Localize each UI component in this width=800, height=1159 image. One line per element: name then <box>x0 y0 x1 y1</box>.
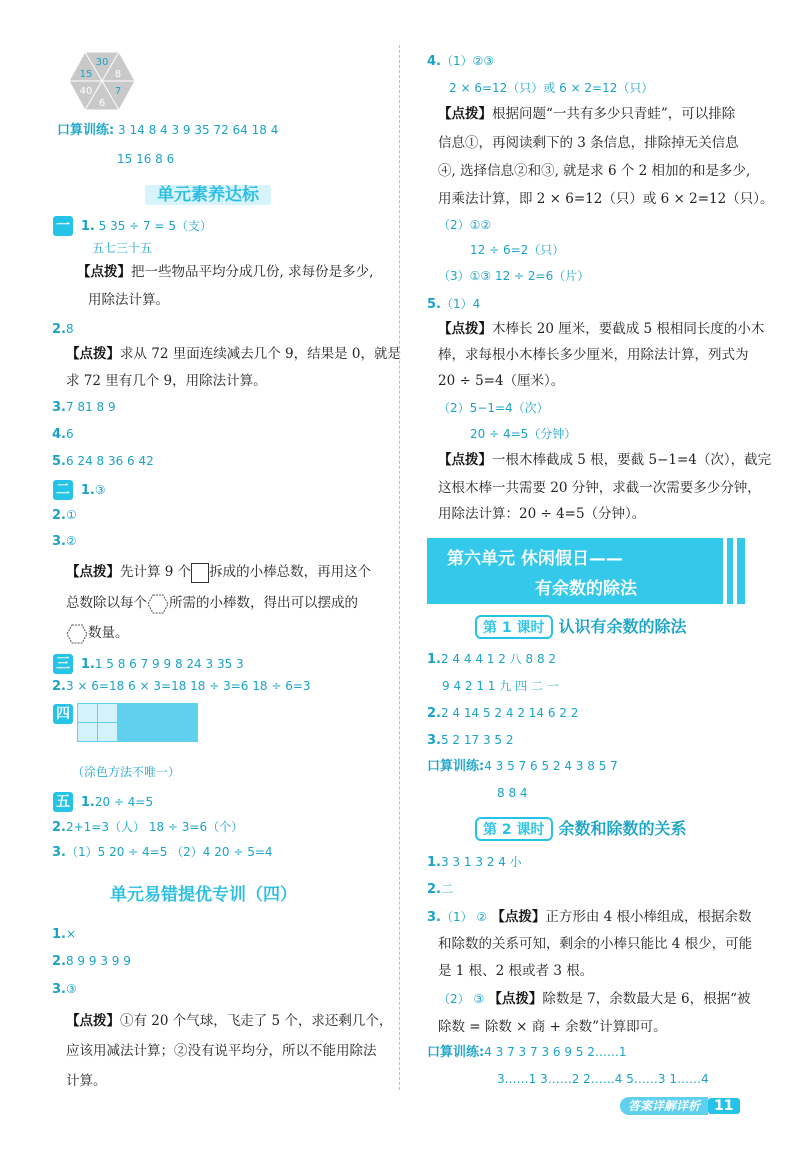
grid-cell <box>178 704 198 723</box>
r-q4-2: （2）①② <box>438 218 492 232</box>
l1-q3 <box>427 731 514 750</box>
lesson-title: 余数和除数的关系 <box>558 819 687 838</box>
hex-label: 8 <box>114 69 122 80</box>
s2-q2 <box>52 952 131 971</box>
grid-cell <box>118 723 138 742</box>
part-tag: 五 <box>53 792 73 812</box>
oral-label: 口算训练: <box>427 1045 485 1060</box>
s1-q1-ans2: 五七三十五 <box>92 241 153 255</box>
l1-oral-line2: 8 8 4 <box>497 786 528 800</box>
unit-subtitle: 有余数的除法 <box>535 579 637 599</box>
footer-label: 答案详解详析 <box>620 1097 708 1115</box>
answer: 20 ÷ 4=5 <box>94 795 154 809</box>
page-footer <box>620 1095 740 1114</box>
tip-label: 【点拨】 <box>488 991 543 1007</box>
part-tag: 一 <box>53 216 73 236</box>
lesson1-heading <box>475 614 687 639</box>
page-number: 11 <box>708 1098 739 1114</box>
answer: 2+1=3（人） 18 ÷ 3=6（个） <box>65 820 244 834</box>
oral-values-line2: 15 16 8 6 <box>117 152 175 166</box>
answer: 6 24 8 36 6 42 <box>65 454 154 468</box>
answer: 3 3 1 3 2 4 小 <box>440 855 522 869</box>
lesson-badge: 第 2 课时 <box>475 817 553 841</box>
q-number: 2. <box>52 679 66 694</box>
oral-training-line1 <box>57 121 278 140</box>
t5-q1 <box>53 792 153 812</box>
l1-q2 <box>427 704 578 723</box>
lesson-badge: 第 1 课时 <box>475 615 553 639</box>
tip-text: ①有 20 个气球，飞走了 5 个，求还剩几个， <box>120 1013 393 1029</box>
oral-values: 4 3 7 3 7 3 6 9 5 2……1 <box>484 1045 627 1059</box>
l2-q3 <box>427 906 752 928</box>
hex-label: 15 <box>79 69 93 80</box>
square-icon <box>191 563 209 583</box>
answer: 8 9 9 3 9 9 <box>65 954 131 968</box>
t2-q2 <box>52 506 77 525</box>
t4-tag-wrap <box>53 704 77 724</box>
grid-cell <box>158 723 178 742</box>
q-number: 3. <box>427 733 441 748</box>
q-number: 2. <box>52 820 66 835</box>
q-number: 2. <box>52 322 66 337</box>
oral-values: 3 14 8 4 3 9 35 72 64 18 4 <box>118 123 279 137</box>
s2-tip-c: 计算。 <box>66 1073 107 1089</box>
tip-label: 【点拨】 <box>66 346 120 362</box>
tip-text: 先计算 9 个 <box>120 564 192 580</box>
hex-label: 40 <box>79 86 93 97</box>
grid-cell <box>78 704 98 723</box>
answer: 5 2 17 3 5 2 <box>440 733 514 747</box>
r-q5-tip2-b: 这根木棒一共需要 20 分钟，求截一次需要多少分钟， <box>438 480 761 496</box>
l1-oral <box>427 757 618 776</box>
r-q5-tip2-c: 用除法计算：20 ÷ 4=5（分钟）。 <box>438 506 646 522</box>
tip-text: 总数除以每个 <box>66 595 147 611</box>
answer: ② <box>65 534 77 548</box>
q-number: 1. <box>80 219 95 234</box>
r-q5 <box>427 295 480 314</box>
q-number: 2. <box>427 882 441 897</box>
q-number: 4. <box>52 427 66 442</box>
unit-banner <box>427 538 745 604</box>
grid-cell <box>138 704 158 723</box>
s1-q3 <box>52 398 116 417</box>
l2-q3-2 <box>438 988 751 1010</box>
r-q4-tip-d: 用乘法计算，即 2 × 6=12（只）或 6 × 2=12（只）。 <box>438 191 774 207</box>
answer: 8 <box>65 322 74 336</box>
t2-q3 <box>52 532 77 551</box>
q-number: 1. <box>427 652 441 667</box>
answer: ③ <box>94 483 106 497</box>
r-q4-2b: 12 ÷ 6=2（只） <box>470 243 565 257</box>
l2-q2 <box>427 880 453 899</box>
part-tag: 二 <box>53 480 73 500</box>
grid-cell <box>158 704 178 723</box>
r-q5-tip-b: 棒，求每根小木棒长多少厘米，用除法计算，列式为 <box>438 347 749 363</box>
r-q4-tip <box>438 103 735 125</box>
grid-cell <box>78 723 98 742</box>
s2-tip-b: 应该用减法计算；②没有说平均分，所以不能用除法 <box>66 1043 377 1059</box>
s2-q1 <box>52 925 76 944</box>
tip-label: 【点拨】 <box>438 452 492 468</box>
grid-cell <box>98 723 118 742</box>
s1-q1-tip <box>77 261 373 283</box>
answer: （1） ② <box>440 910 488 924</box>
q-number: 3. <box>52 845 66 860</box>
s1-q2-tip-b: 求 72 里有几个 9，用除法计算。 <box>66 373 267 389</box>
s2-q3 <box>52 980 77 999</box>
answer: （2） ③ <box>438 992 485 1006</box>
section-title-error-training: 单元易错提优专训（四） <box>110 885 297 905</box>
answer: 6 <box>65 427 74 441</box>
hexagon-figure <box>68 50 136 112</box>
tip-text: 根据问题“一共有多少只青蛙”，可以排除 <box>492 106 736 122</box>
answer: 3 × 6=18 6 × 3=18 18 ÷ 3=6 18 ÷ 6=3 <box>65 679 311 693</box>
s1-q1-tip-b: 用除法计算。 <box>88 292 169 308</box>
r-q4-ans2: 2 × 6=12（只）或 6 × 2=12（只） <box>449 81 654 95</box>
q-number: 3. <box>427 910 441 925</box>
answer: （1）5 20 ÷ 4=5 （2）4 20 ÷ 5=4 <box>65 845 273 859</box>
s1-q4 <box>52 425 74 444</box>
r-q4-tip-c: ④, 选择信息②和③, 就是求 6 个 2 相加的和是多少, <box>438 163 751 179</box>
l2-q3-tip-c: 是 1 根、2 根或者 3 根。 <box>438 963 594 979</box>
q-number: 3. <box>52 982 66 997</box>
l2-q1 <box>427 853 522 872</box>
oral-values: 4 3 5 7 6 5 2 4 3 8 5 7 <box>484 759 618 773</box>
answer: × <box>65 927 77 941</box>
tip-text: 除数是 7，余数最大是 6，根据“被 <box>542 991 751 1007</box>
q-number: 1. <box>427 855 441 870</box>
hex-label: 7 <box>114 86 122 97</box>
part-tag: 四 <box>53 704 73 724</box>
t3-q2 <box>52 677 311 696</box>
t2-tip <box>66 561 371 583</box>
r-q5-2b: 20 ÷ 4=5（分钟） <box>470 427 577 441</box>
s1-q5 <box>52 452 154 471</box>
tip-label: 【点拨】 <box>438 321 492 337</box>
tip-label: 【点拨】 <box>491 909 546 925</box>
lesson2-heading <box>475 816 687 841</box>
l2-oral-line2: 3……1 3……2 2……4 5……3 1……4 <box>497 1072 709 1086</box>
hex-label: 30 <box>95 57 109 68</box>
q-number: 1. <box>52 927 66 942</box>
r-q5-tip <box>438 318 764 340</box>
lesson-title: 认识有余数的除法 <box>558 617 687 636</box>
t2-tip-c <box>66 622 129 644</box>
hexagon-icon <box>66 624 88 644</box>
t3-q1 <box>53 654 244 674</box>
section-title-text: 单元素养达标 <box>145 185 271 205</box>
l1-q1-ans2: 9 4 2 1 1 九 四 二 一 <box>442 679 559 693</box>
r-q5-tip-c: 20 ÷ 5=4（厘米）。 <box>438 373 565 389</box>
t5-q3 <box>52 843 273 862</box>
answer: ① <box>65 508 77 522</box>
section-title-unit-quality <box>145 180 271 205</box>
q-number: 5. <box>52 454 66 469</box>
answer: 1 5 8 6 7 9 9 8 24 3 35 3 <box>94 657 244 671</box>
q-number: 1. <box>80 483 95 498</box>
q-number: 2. <box>52 954 66 969</box>
tip-text: 求从 72 里面连续减去几个 9，结果是 0，就是 <box>120 346 402 362</box>
answer: 5 35 ÷ 7 = 5（支） <box>98 219 212 233</box>
s1-q2 <box>52 320 74 339</box>
answer: 2 4 14 5 2 4 2 14 6 2 2 <box>440 706 579 720</box>
q-number: 1. <box>80 795 95 810</box>
q-number: 2. <box>52 508 66 523</box>
hex-label: 6 <box>98 98 106 109</box>
tip-label: 【点拨】 <box>66 564 120 580</box>
tip-text: 一根木棒截成 5 根，要截 5−1=4（次），截完 <box>492 452 772 468</box>
hexagon-icon <box>147 594 169 614</box>
tip-label: 【点拨】 <box>438 106 492 122</box>
oral-label: 口算训练: <box>57 123 115 138</box>
answer: （1）4 <box>440 297 481 311</box>
answer: （1）②③ <box>440 54 495 68</box>
tip-text: 所需的小棒数，得出可以摆成的 <box>169 595 358 611</box>
l1-q1 <box>427 650 556 669</box>
part-tag: 三 <box>53 654 73 674</box>
tip-text: 把一些物品平均分成几份, 求每份是多少, <box>131 264 374 280</box>
unit-title: 第六单元 休闲假日—— <box>447 549 623 569</box>
l2-q3-tip-b: 和除数的关系可知，剩余的小棒只能比 4 根少，可能 <box>438 936 753 952</box>
tip-text: 正方形由 4 根小棒组成，根据余数 <box>545 909 752 925</box>
q-number: 1. <box>80 657 95 672</box>
r-q5-tip2 <box>438 449 771 471</box>
q-number: 2. <box>427 706 441 721</box>
q-number: 3. <box>52 400 66 415</box>
answer: ③ <box>65 982 77 996</box>
s1-q1 <box>53 216 212 236</box>
r-q4-tip-b: 信息①，再阅读剩下的 3 条信息，排除掉无关信息 <box>438 135 739 151</box>
r-q4 <box>427 52 494 71</box>
answer: 7 81 8 9 <box>65 400 116 414</box>
t2-tip-b <box>66 592 358 614</box>
answer: 2 4 4 4 1 2 八 8 8 2 <box>440 652 557 666</box>
grid-cell <box>118 704 138 723</box>
oral-label: 口算训练: <box>427 759 485 774</box>
l2-q3-tip2-b: 除数 = 除数 × 商 + 余数”计算即可。 <box>438 1019 667 1035</box>
grid-cell <box>98 704 118 723</box>
l2-oral <box>427 1043 627 1062</box>
tip-text: 拆成的小棒总数，再用这个 <box>209 564 372 580</box>
coloring-grid <box>77 703 198 742</box>
grid-cell <box>178 723 198 742</box>
q-number: 3. <box>52 534 66 549</box>
s1-q2-tip <box>66 343 401 365</box>
tip-label: 【点拨】 <box>77 264 131 280</box>
r-q5-2: （2）5−1=4（次） <box>438 401 549 415</box>
q-number: 4. <box>427 54 441 69</box>
t4-note: （涂色方法不唯一） <box>72 765 181 779</box>
q-number: 5. <box>427 297 441 312</box>
grid-cell <box>138 723 158 742</box>
tip-label: 【点拨】 <box>66 1013 120 1029</box>
tip-text: 木棒长 20 厘米，要截成 5 根相同长度的小木 <box>492 321 765 337</box>
answer: 二 <box>440 882 453 896</box>
tip-text: 数量。 <box>88 625 129 641</box>
column-divider <box>399 45 400 1090</box>
t2-q1 <box>53 480 106 500</box>
r-q4-3: （3）①③ 12 ÷ 2=6（片） <box>438 269 590 283</box>
s2-tip <box>66 1010 392 1032</box>
t5-q2 <box>52 818 243 837</box>
